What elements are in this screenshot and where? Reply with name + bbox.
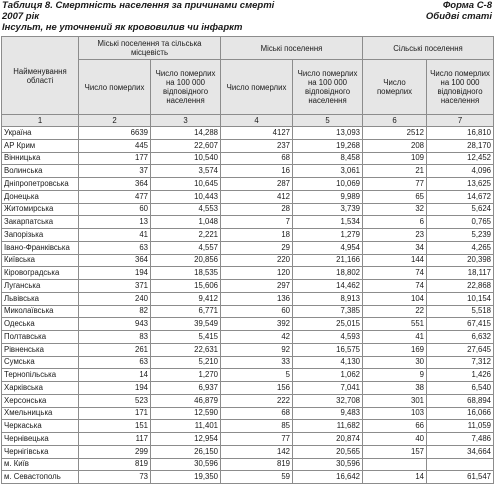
urban-rate: 11,682 <box>293 420 363 433</box>
total-rate: 26,150 <box>151 445 221 458</box>
urban-deaths: 68 <box>221 407 293 420</box>
total-rate: 22,607 <box>151 139 221 152</box>
urban-deaths: 392 <box>221 318 293 331</box>
total-rate: 5,210 <box>151 356 221 369</box>
region-name: Сумська <box>2 356 79 369</box>
urban-rate: 30,596 <box>293 458 363 471</box>
urban-rate: 19,268 <box>293 139 363 152</box>
mortality-table <box>1 36 494 484</box>
rural-deaths <box>363 458 427 471</box>
column-number: 4 <box>221 115 293 127</box>
rural-rate: 6,632 <box>427 331 494 344</box>
rural-rate: 10,154 <box>427 292 494 305</box>
region-name: Рівненська <box>2 343 79 356</box>
region-name: Волинська <box>2 165 79 178</box>
total-rate: 6,771 <box>151 305 221 318</box>
rural-deaths: 551 <box>363 318 427 331</box>
group-header-rural: Сільські поселення <box>363 37 494 60</box>
urban-rate: 3,061 <box>293 165 363 178</box>
total-deaths: 60 <box>79 203 151 216</box>
total-rate: 10,540 <box>151 152 221 165</box>
urban-rate: 9,483 <box>293 407 363 420</box>
rural-rate: 18,117 <box>427 267 494 280</box>
rural-rate: 6,540 <box>427 382 494 395</box>
region-name: Вінницька <box>2 152 79 165</box>
urban-deaths: 59 <box>221 471 293 484</box>
total-rate: 20,856 <box>151 254 221 267</box>
table-row <box>2 369 494 382</box>
total-rate: 4,557 <box>151 241 221 254</box>
total-deaths: 194 <box>79 267 151 280</box>
rural-deaths: 22 <box>363 305 427 318</box>
urban-rate: 14,462 <box>293 280 363 293</box>
total-rate: 1,270 <box>151 369 221 382</box>
rural-rate: 34,664 <box>427 445 494 458</box>
report-header <box>2 0 492 36</box>
group-header-total: Міські поселення та сільська місцевість <box>79 37 221 60</box>
table-row <box>2 292 494 305</box>
total-deaths: 63 <box>79 241 151 254</box>
urban-rate: 3,739 <box>293 203 363 216</box>
total-deaths: 37 <box>79 165 151 178</box>
urban-rate: 4,954 <box>293 241 363 254</box>
table-row <box>2 433 494 446</box>
region-name: Львівська <box>2 292 79 305</box>
urban-rate: 9,989 <box>293 190 363 203</box>
table-row <box>2 267 494 280</box>
table-row <box>2 458 494 471</box>
total-rate: 14,288 <box>151 127 221 140</box>
table-row <box>2 127 494 140</box>
rural-rate: 14,672 <box>427 190 494 203</box>
sub-header-deaths: Число померлих <box>221 60 293 115</box>
urban-rate: 16,642 <box>293 471 363 484</box>
total-rate: 5,415 <box>151 331 221 344</box>
urban-deaths: 4127 <box>221 127 293 140</box>
urban-deaths: 136 <box>221 292 293 305</box>
urban-rate: 4,130 <box>293 356 363 369</box>
column-number: 5 <box>293 115 363 127</box>
region-name: Івано-Франківська <box>2 241 79 254</box>
total-deaths: 364 <box>79 254 151 267</box>
urban-deaths: 85 <box>221 420 293 433</box>
table-row <box>2 241 494 254</box>
table-row <box>2 152 494 165</box>
form-label: Форма С-8 <box>442 0 492 11</box>
total-rate: 12,954 <box>151 433 221 446</box>
urban-deaths: 42 <box>221 331 293 344</box>
region-name: Донецька <box>2 190 79 203</box>
urban-deaths: 237 <box>221 139 293 152</box>
total-rate: 10,645 <box>151 178 221 191</box>
rural-deaths: 104 <box>363 292 427 305</box>
table-row <box>2 356 494 369</box>
table-year: 2007 рік <box>2 11 40 22</box>
table-row <box>2 343 494 356</box>
region-name: Житомирська <box>2 203 79 216</box>
total-rate: 10,443 <box>151 190 221 203</box>
total-deaths: 41 <box>79 229 151 242</box>
total-deaths: 117 <box>79 433 151 446</box>
column-number: 7 <box>427 115 494 127</box>
total-rate: 1,048 <box>151 216 221 229</box>
total-deaths: 943 <box>79 318 151 331</box>
urban-deaths: 68 <box>221 152 293 165</box>
urban-deaths: 77 <box>221 433 293 446</box>
urban-deaths: 29 <box>221 241 293 254</box>
total-deaths: 73 <box>79 471 151 484</box>
rural-deaths: 21 <box>363 165 427 178</box>
urban-rate: 20,874 <box>293 433 363 446</box>
rural-rate: 22,868 <box>427 280 494 293</box>
rural-rate: 5,624 <box>427 203 494 216</box>
table-title: Таблиця 8. Смертність населення за причинами смерті <box>2 0 275 11</box>
total-deaths: 445 <box>79 139 151 152</box>
rural-rate: 16,810 <box>427 127 494 140</box>
urban-deaths: 156 <box>221 382 293 395</box>
rural-deaths: 41 <box>363 331 427 344</box>
total-deaths: 171 <box>79 407 151 420</box>
urban-rate: 18,802 <box>293 267 363 280</box>
rural-rate: 20,398 <box>427 254 494 267</box>
total-deaths: 151 <box>79 420 151 433</box>
total-rate: 46,879 <box>151 394 221 407</box>
region-name: Херсонська <box>2 394 79 407</box>
urban-rate: 4,593 <box>293 331 363 344</box>
table-row <box>2 420 494 433</box>
region-column-header: Найменування області <box>2 37 79 115</box>
table-row <box>2 280 494 293</box>
urban-deaths: 142 <box>221 445 293 458</box>
total-deaths: 523 <box>79 394 151 407</box>
total-deaths: 194 <box>79 382 151 395</box>
sub-header-deaths: Число померлих <box>79 60 151 115</box>
rural-rate: 1,426 <box>427 369 494 382</box>
total-rate: 6,937 <box>151 382 221 395</box>
urban-deaths: 28 <box>221 203 293 216</box>
group-header-urban: Міські поселення <box>221 37 363 60</box>
region-name: Чернівецька <box>2 433 79 446</box>
total-rate: 11,401 <box>151 420 221 433</box>
total-deaths: 299 <box>79 445 151 458</box>
total-deaths: 6639 <box>79 127 151 140</box>
total-rate: 12,590 <box>151 407 221 420</box>
rural-deaths: 301 <box>363 394 427 407</box>
rural-rate: 12,452 <box>427 152 494 165</box>
total-rate: 19,350 <box>151 471 221 484</box>
rural-deaths: 144 <box>363 254 427 267</box>
rural-rate: 7,312 <box>427 356 494 369</box>
table-row <box>2 190 494 203</box>
total-deaths: 477 <box>79 190 151 203</box>
sub-header-rate: Число померлих на 100 000 відповідного населення <box>427 60 494 115</box>
rural-deaths: 157 <box>363 445 427 458</box>
rural-rate: 27,645 <box>427 343 494 356</box>
urban-deaths: 297 <box>221 280 293 293</box>
rural-deaths: 32 <box>363 203 427 216</box>
urban-deaths: 33 <box>221 356 293 369</box>
urban-rate: 10,069 <box>293 178 363 191</box>
urban-deaths: 7 <box>221 216 293 229</box>
region-name: Кіровоградська <box>2 267 79 280</box>
column-number: 1 <box>2 115 79 127</box>
rural-deaths: 23 <box>363 229 427 242</box>
table-body <box>2 127 494 484</box>
sub-header-rate: Число померлих на 100 000 відповідного населення <box>151 60 221 115</box>
rural-deaths: 74 <box>363 267 427 280</box>
region-name: АР Крим <box>2 139 79 152</box>
table-row <box>2 216 494 229</box>
table-row <box>2 407 494 420</box>
total-deaths: 63 <box>79 356 151 369</box>
table-row <box>2 229 494 242</box>
urban-rate: 20,565 <box>293 445 363 458</box>
rural-deaths: 14 <box>363 471 427 484</box>
total-rate: 4,553 <box>151 203 221 216</box>
total-rate: 22,631 <box>151 343 221 356</box>
region-name: Хмельницька <box>2 407 79 420</box>
column-number: 6 <box>363 115 427 127</box>
rural-deaths: 208 <box>363 139 427 152</box>
urban-deaths: 287 <box>221 178 293 191</box>
region-name: Чернігівська <box>2 445 79 458</box>
urban-rate: 7,385 <box>293 305 363 318</box>
region-name: Луганська <box>2 280 79 293</box>
region-name: Київська <box>2 254 79 267</box>
urban-rate: 1,534 <box>293 216 363 229</box>
region-name: м. Київ <box>2 458 79 471</box>
table-row <box>2 331 494 344</box>
rural-deaths: 38 <box>363 382 427 395</box>
urban-deaths: 16 <box>221 165 293 178</box>
table-row <box>2 178 494 191</box>
urban-rate: 25,015 <box>293 318 363 331</box>
total-deaths: 83 <box>79 331 151 344</box>
urban-rate: 8,458 <box>293 152 363 165</box>
column-number: 2 <box>79 115 151 127</box>
total-deaths: 371 <box>79 280 151 293</box>
region-name: Черкаська <box>2 420 79 433</box>
table-row <box>2 471 494 484</box>
total-rate: 9,412 <box>151 292 221 305</box>
table-row <box>2 254 494 267</box>
region-name: Україна <box>2 127 79 140</box>
urban-deaths: 819 <box>221 458 293 471</box>
rural-deaths: 34 <box>363 241 427 254</box>
rural-rate: 0,765 <box>427 216 494 229</box>
urban-rate: 1,062 <box>293 369 363 382</box>
rural-deaths: 2512 <box>363 127 427 140</box>
total-deaths: 13 <box>79 216 151 229</box>
urban-deaths: 222 <box>221 394 293 407</box>
rural-deaths: 65 <box>363 190 427 203</box>
rural-deaths: 9 <box>363 369 427 382</box>
rural-rate: 61,547 <box>427 471 494 484</box>
urban-deaths: 120 <box>221 267 293 280</box>
urban-deaths: 18 <box>221 229 293 242</box>
rural-deaths: 103 <box>363 407 427 420</box>
table-row <box>2 445 494 458</box>
region-name: Дніпропетровська <box>2 178 79 191</box>
urban-deaths: 220 <box>221 254 293 267</box>
table-row <box>2 318 494 331</box>
total-deaths: 240 <box>79 292 151 305</box>
rural-deaths: 66 <box>363 420 427 433</box>
total-deaths: 819 <box>79 458 151 471</box>
rural-rate: 4,096 <box>427 165 494 178</box>
sub-header-deaths: Число померлих <box>363 60 427 115</box>
form-subtitle: Обидві статі <box>425 11 492 22</box>
total-rate: 15,606 <box>151 280 221 293</box>
rural-rate <box>427 458 494 471</box>
total-deaths: 177 <box>79 152 151 165</box>
urban-rate: 21,166 <box>293 254 363 267</box>
table-cause: Інсульт, не уточнений як крововилив чи інфаркт <box>2 22 243 33</box>
total-rate: 30,596 <box>151 458 221 471</box>
rural-deaths: 77 <box>363 178 427 191</box>
urban-deaths: 412 <box>221 190 293 203</box>
table-row <box>2 382 494 395</box>
region-name: м. Севастополь <box>2 471 79 484</box>
sub-header-rate: Число померлих на 100 000 відповідного населення <box>293 60 363 115</box>
region-name: Закарпатська <box>2 216 79 229</box>
table-row <box>2 203 494 216</box>
rural-deaths: 40 <box>363 433 427 446</box>
urban-rate: 13,093 <box>293 127 363 140</box>
total-deaths: 364 <box>79 178 151 191</box>
rural-rate: 11,059 <box>427 420 494 433</box>
region-name: Одеська <box>2 318 79 331</box>
urban-deaths: 92 <box>221 343 293 356</box>
column-number: 3 <box>151 115 221 127</box>
total-rate: 39,549 <box>151 318 221 331</box>
urban-rate: 1,279 <box>293 229 363 242</box>
rural-rate: 5,239 <box>427 229 494 242</box>
region-name: Запорізька <box>2 229 79 242</box>
region-name: Миколаївська <box>2 305 79 318</box>
urban-deaths: 5 <box>221 369 293 382</box>
rural-rate: 5,518 <box>427 305 494 318</box>
rural-rate: 68,894 <box>427 394 494 407</box>
total-deaths: 82 <box>79 305 151 318</box>
table-row <box>2 394 494 407</box>
rural-deaths: 169 <box>363 343 427 356</box>
rural-rate: 16,066 <box>427 407 494 420</box>
region-name: Харківська <box>2 382 79 395</box>
rural-rate: 4,265 <box>427 241 494 254</box>
rural-deaths: 6 <box>363 216 427 229</box>
rural-deaths: 30 <box>363 356 427 369</box>
region-name: Тернопільська <box>2 369 79 382</box>
urban-rate: 8,913 <box>293 292 363 305</box>
total-rate: 3,574 <box>151 165 221 178</box>
urban-rate: 7,041 <box>293 382 363 395</box>
rural-deaths: 74 <box>363 280 427 293</box>
rural-deaths: 109 <box>363 152 427 165</box>
table-row <box>2 139 494 152</box>
rural-rate: 67,415 <box>427 318 494 331</box>
rural-rate: 28,170 <box>427 139 494 152</box>
rural-rate: 13,625 <box>427 178 494 191</box>
rural-rate: 7,486 <box>427 433 494 446</box>
total-rate: 18,535 <box>151 267 221 280</box>
total-deaths: 261 <box>79 343 151 356</box>
table-row <box>2 165 494 178</box>
urban-rate: 16,575 <box>293 343 363 356</box>
urban-rate: 32,708 <box>293 394 363 407</box>
table-row <box>2 305 494 318</box>
total-rate: 2,221 <box>151 229 221 242</box>
region-name: Полтавська <box>2 331 79 344</box>
total-deaths: 14 <box>79 369 151 382</box>
urban-deaths: 60 <box>221 305 293 318</box>
